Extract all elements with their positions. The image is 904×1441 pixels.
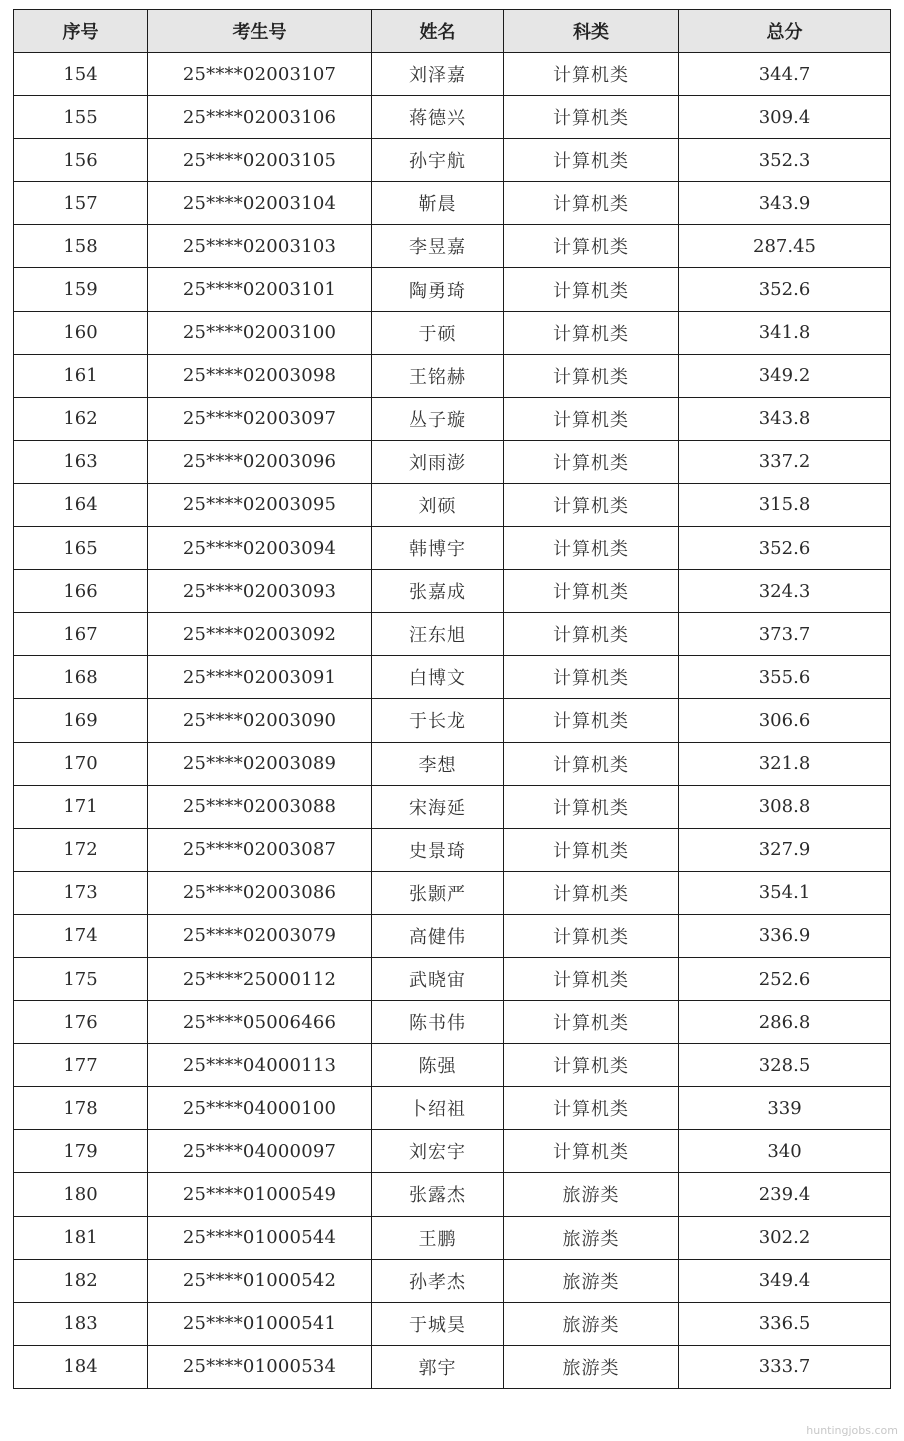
cell-total-score: 239.4 [679,1173,891,1216]
cell-total-score: 336.5 [679,1302,891,1345]
cell-category: 计算机类 [504,53,679,96]
cell-category: 计算机类 [504,656,679,699]
cell-exam-id: 25****02003096 [148,440,372,483]
cell-seq: 174 [14,914,148,957]
table-row [14,1173,891,1216]
cell-category: 计算机类 [504,613,679,656]
cell-exam-id: 25****02003092 [148,613,372,656]
cell-seq: 170 [14,742,148,785]
header-category: 科类 [504,10,679,53]
cell-category: 计算机类 [504,742,679,785]
cell-total-score: 373.7 [679,613,891,656]
cell-category: 计算机类 [504,225,679,268]
cell-exam-id: 25****01000534 [148,1345,372,1388]
table-row [14,742,891,785]
cell-exam-id: 25****02003106 [148,96,372,139]
cell-total-score: 252.6 [679,957,891,1000]
cell-seq: 169 [14,699,148,742]
table-row [14,53,891,96]
cell-name: 张颢严 [372,871,504,914]
cell-total-score: 306.6 [679,699,891,742]
cell-category: 计算机类 [504,871,679,914]
cell-seq: 183 [14,1302,148,1345]
cell-category: 计算机类 [504,570,679,613]
header-name: 姓名 [372,10,504,53]
cell-exam-id: 25****04000097 [148,1130,372,1173]
cell-name: 卜绍祖 [372,1087,504,1130]
cell-category: 计算机类 [504,182,679,225]
table-row [14,139,891,182]
table-row [14,354,891,397]
cell-name: 陶勇琦 [372,268,504,311]
cell-seq: 175 [14,957,148,1000]
cell-name: 陈强 [372,1044,504,1087]
cell-total-score: 341.8 [679,311,891,354]
cell-category: 旅游类 [504,1302,679,1345]
cell-exam-id: 25****02003093 [148,570,372,613]
cell-category: 计算机类 [504,914,679,957]
cell-seq: 179 [14,1130,148,1173]
cell-name: 汪东旭 [372,613,504,656]
table-row [14,1259,891,1302]
cell-exam-id: 25****02003090 [148,699,372,742]
table-row [14,268,891,311]
table-row [14,656,891,699]
cell-exam-id: 25****01000544 [148,1216,372,1259]
cell-seq: 154 [14,53,148,96]
cell-total-score: 340 [679,1130,891,1173]
cell-category: 计算机类 [504,785,679,828]
cell-total-score: 321.8 [679,742,891,785]
cell-seq: 161 [14,354,148,397]
cell-category: 计算机类 [504,311,679,354]
cell-total-score: 352.3 [679,139,891,182]
table-row [14,440,891,483]
cell-name: 史景琦 [372,828,504,871]
header-row [14,10,891,53]
table-row [14,613,891,656]
cell-exam-id: 25****02003103 [148,225,372,268]
table-body [14,53,891,1389]
cell-category: 计算机类 [504,957,679,1000]
cell-name: 李想 [372,742,504,785]
table-row [14,397,891,440]
cell-exam-id: 25****25000112 [148,957,372,1000]
cell-exam-id: 25****02003089 [148,742,372,785]
cell-seq: 158 [14,225,148,268]
cell-total-score: 337.2 [679,440,891,483]
cell-seq: 165 [14,527,148,570]
table-row [14,483,891,526]
table-row [14,225,891,268]
cell-name: 陈书伟 [372,1001,504,1044]
cell-exam-id: 25****02003101 [148,268,372,311]
table-row [14,871,891,914]
cell-seq: 166 [14,570,148,613]
cell-total-score: 315.8 [679,483,891,526]
cell-seq: 176 [14,1001,148,1044]
score-table [13,9,891,1389]
cell-seq: 168 [14,656,148,699]
cell-total-score: 354.1 [679,871,891,914]
cell-exam-id: 25****01000541 [148,1302,372,1345]
header-seq: 序号 [14,10,148,53]
cell-exam-id: 25****02003104 [148,182,372,225]
cell-total-score: 309.4 [679,96,891,139]
cell-seq: 163 [14,440,148,483]
cell-category: 计算机类 [504,699,679,742]
cell-total-score: 333.7 [679,1345,891,1388]
cell-name: 王鹏 [372,1216,504,1259]
cell-name: 郭宇 [372,1345,504,1388]
cell-total-score: 287.45 [679,225,891,268]
table-row [14,1216,891,1259]
table-row [14,914,891,957]
table-row [14,1345,891,1388]
cell-exam-id: 25****02003107 [148,53,372,96]
cell-seq: 172 [14,828,148,871]
cell-exam-id: 25****02003094 [148,527,372,570]
cell-name: 张嘉成 [372,570,504,613]
cell-name: 丛子璇 [372,397,504,440]
cell-seq: 155 [14,96,148,139]
cell-name: 蒋德兴 [372,96,504,139]
cell-seq: 167 [14,613,148,656]
cell-category: 计算机类 [504,440,679,483]
cell-seq: 173 [14,871,148,914]
cell-category: 计算机类 [504,1044,679,1087]
cell-seq: 160 [14,311,148,354]
cell-name: 高健伟 [372,914,504,957]
cell-total-score: 339 [679,1087,891,1130]
cell-name: 于城昊 [372,1302,504,1345]
cell-category: 旅游类 [504,1345,679,1388]
cell-name: 孙孝杰 [372,1259,504,1302]
cell-total-score: 343.8 [679,397,891,440]
cell-category: 计算机类 [504,1130,679,1173]
cell-category: 计算机类 [504,139,679,182]
table-row [14,182,891,225]
cell-seq: 182 [14,1259,148,1302]
table-row [14,527,891,570]
cell-name: 白博文 [372,656,504,699]
cell-seq: 178 [14,1087,148,1130]
table-row [14,699,891,742]
cell-name: 王铭赫 [372,354,504,397]
cell-category: 计算机类 [504,268,679,311]
cell-total-score: 343.9 [679,182,891,225]
table-row [14,96,891,139]
cell-seq: 162 [14,397,148,440]
cell-seq: 171 [14,785,148,828]
cell-exam-id: 25****02003105 [148,139,372,182]
table-header [14,10,891,53]
cell-exam-id: 25****02003100 [148,311,372,354]
cell-exam-id: 25****02003086 [148,871,372,914]
cell-total-score: 352.6 [679,527,891,570]
cell-exam-id: 25****02003091 [148,656,372,699]
header-exam-id: 考生号 [148,10,372,53]
cell-category: 计算机类 [504,397,679,440]
cell-name: 李昱嘉 [372,225,504,268]
cell-total-score: 302.2 [679,1216,891,1259]
cell-total-score: 336.9 [679,914,891,957]
cell-total-score: 328.5 [679,1044,891,1087]
cell-category: 计算机类 [504,96,679,139]
cell-exam-id: 25****04000100 [148,1087,372,1130]
cell-total-score: 349.4 [679,1259,891,1302]
cell-exam-id: 25****02003095 [148,483,372,526]
table-row [14,1130,891,1173]
table-row [14,1302,891,1345]
cell-total-score: 344.7 [679,53,891,96]
cell-exam-id: 25****01000549 [148,1173,372,1216]
cell-seq: 156 [14,139,148,182]
watermark-text: huntingjobs.com [806,1424,898,1437]
cell-category: 计算机类 [504,1001,679,1044]
cell-exam-id: 25****02003088 [148,785,372,828]
cell-name: 于硕 [372,311,504,354]
cell-exam-id: 25****02003079 [148,914,372,957]
cell-name: 刘雨澎 [372,440,504,483]
table-row [14,1044,891,1087]
table-row [14,570,891,613]
cell-name: 刘泽嘉 [372,53,504,96]
cell-name: 韩博宇 [372,527,504,570]
cell-total-score: 355.6 [679,656,891,699]
cell-category: 计算机类 [504,527,679,570]
cell-category: 旅游类 [504,1216,679,1259]
cell-seq: 184 [14,1345,148,1388]
cell-total-score: 327.9 [679,828,891,871]
cell-category: 旅游类 [504,1259,679,1302]
table-row [14,957,891,1000]
table-row [14,1001,891,1044]
cell-name: 靳晨 [372,182,504,225]
cell-exam-id: 25****02003098 [148,354,372,397]
cell-seq: 157 [14,182,148,225]
cell-total-score: 308.8 [679,785,891,828]
cell-exam-id: 25****02003097 [148,397,372,440]
cell-exam-id: 25****05006466 [148,1001,372,1044]
table-row [14,828,891,871]
cell-name: 孙宇航 [372,139,504,182]
cell-category: 计算机类 [504,354,679,397]
cell-seq: 159 [14,268,148,311]
cell-total-score: 349.2 [679,354,891,397]
cell-seq: 180 [14,1173,148,1216]
table-row [14,311,891,354]
cell-exam-id: 25****01000542 [148,1259,372,1302]
cell-total-score: 324.3 [679,570,891,613]
cell-category: 计算机类 [504,828,679,871]
cell-category: 计算机类 [504,483,679,526]
cell-name: 宋海延 [372,785,504,828]
table-row [14,785,891,828]
cell-seq: 164 [14,483,148,526]
table-row [14,1087,891,1130]
cell-name: 刘宏宇 [372,1130,504,1173]
cell-name: 刘硕 [372,483,504,526]
header-total-score: 总分 [679,10,891,53]
cell-total-score: 352.6 [679,268,891,311]
cell-exam-id: 25****02003087 [148,828,372,871]
cell-category: 旅游类 [504,1173,679,1216]
cell-exam-id: 25****04000113 [148,1044,372,1087]
cell-name: 张露杰 [372,1173,504,1216]
cell-category: 计算机类 [504,1087,679,1130]
cell-seq: 181 [14,1216,148,1259]
cell-name: 于长龙 [372,699,504,742]
cell-total-score: 286.8 [679,1001,891,1044]
cell-seq: 177 [14,1044,148,1087]
cell-name: 武晓宙 [372,957,504,1000]
